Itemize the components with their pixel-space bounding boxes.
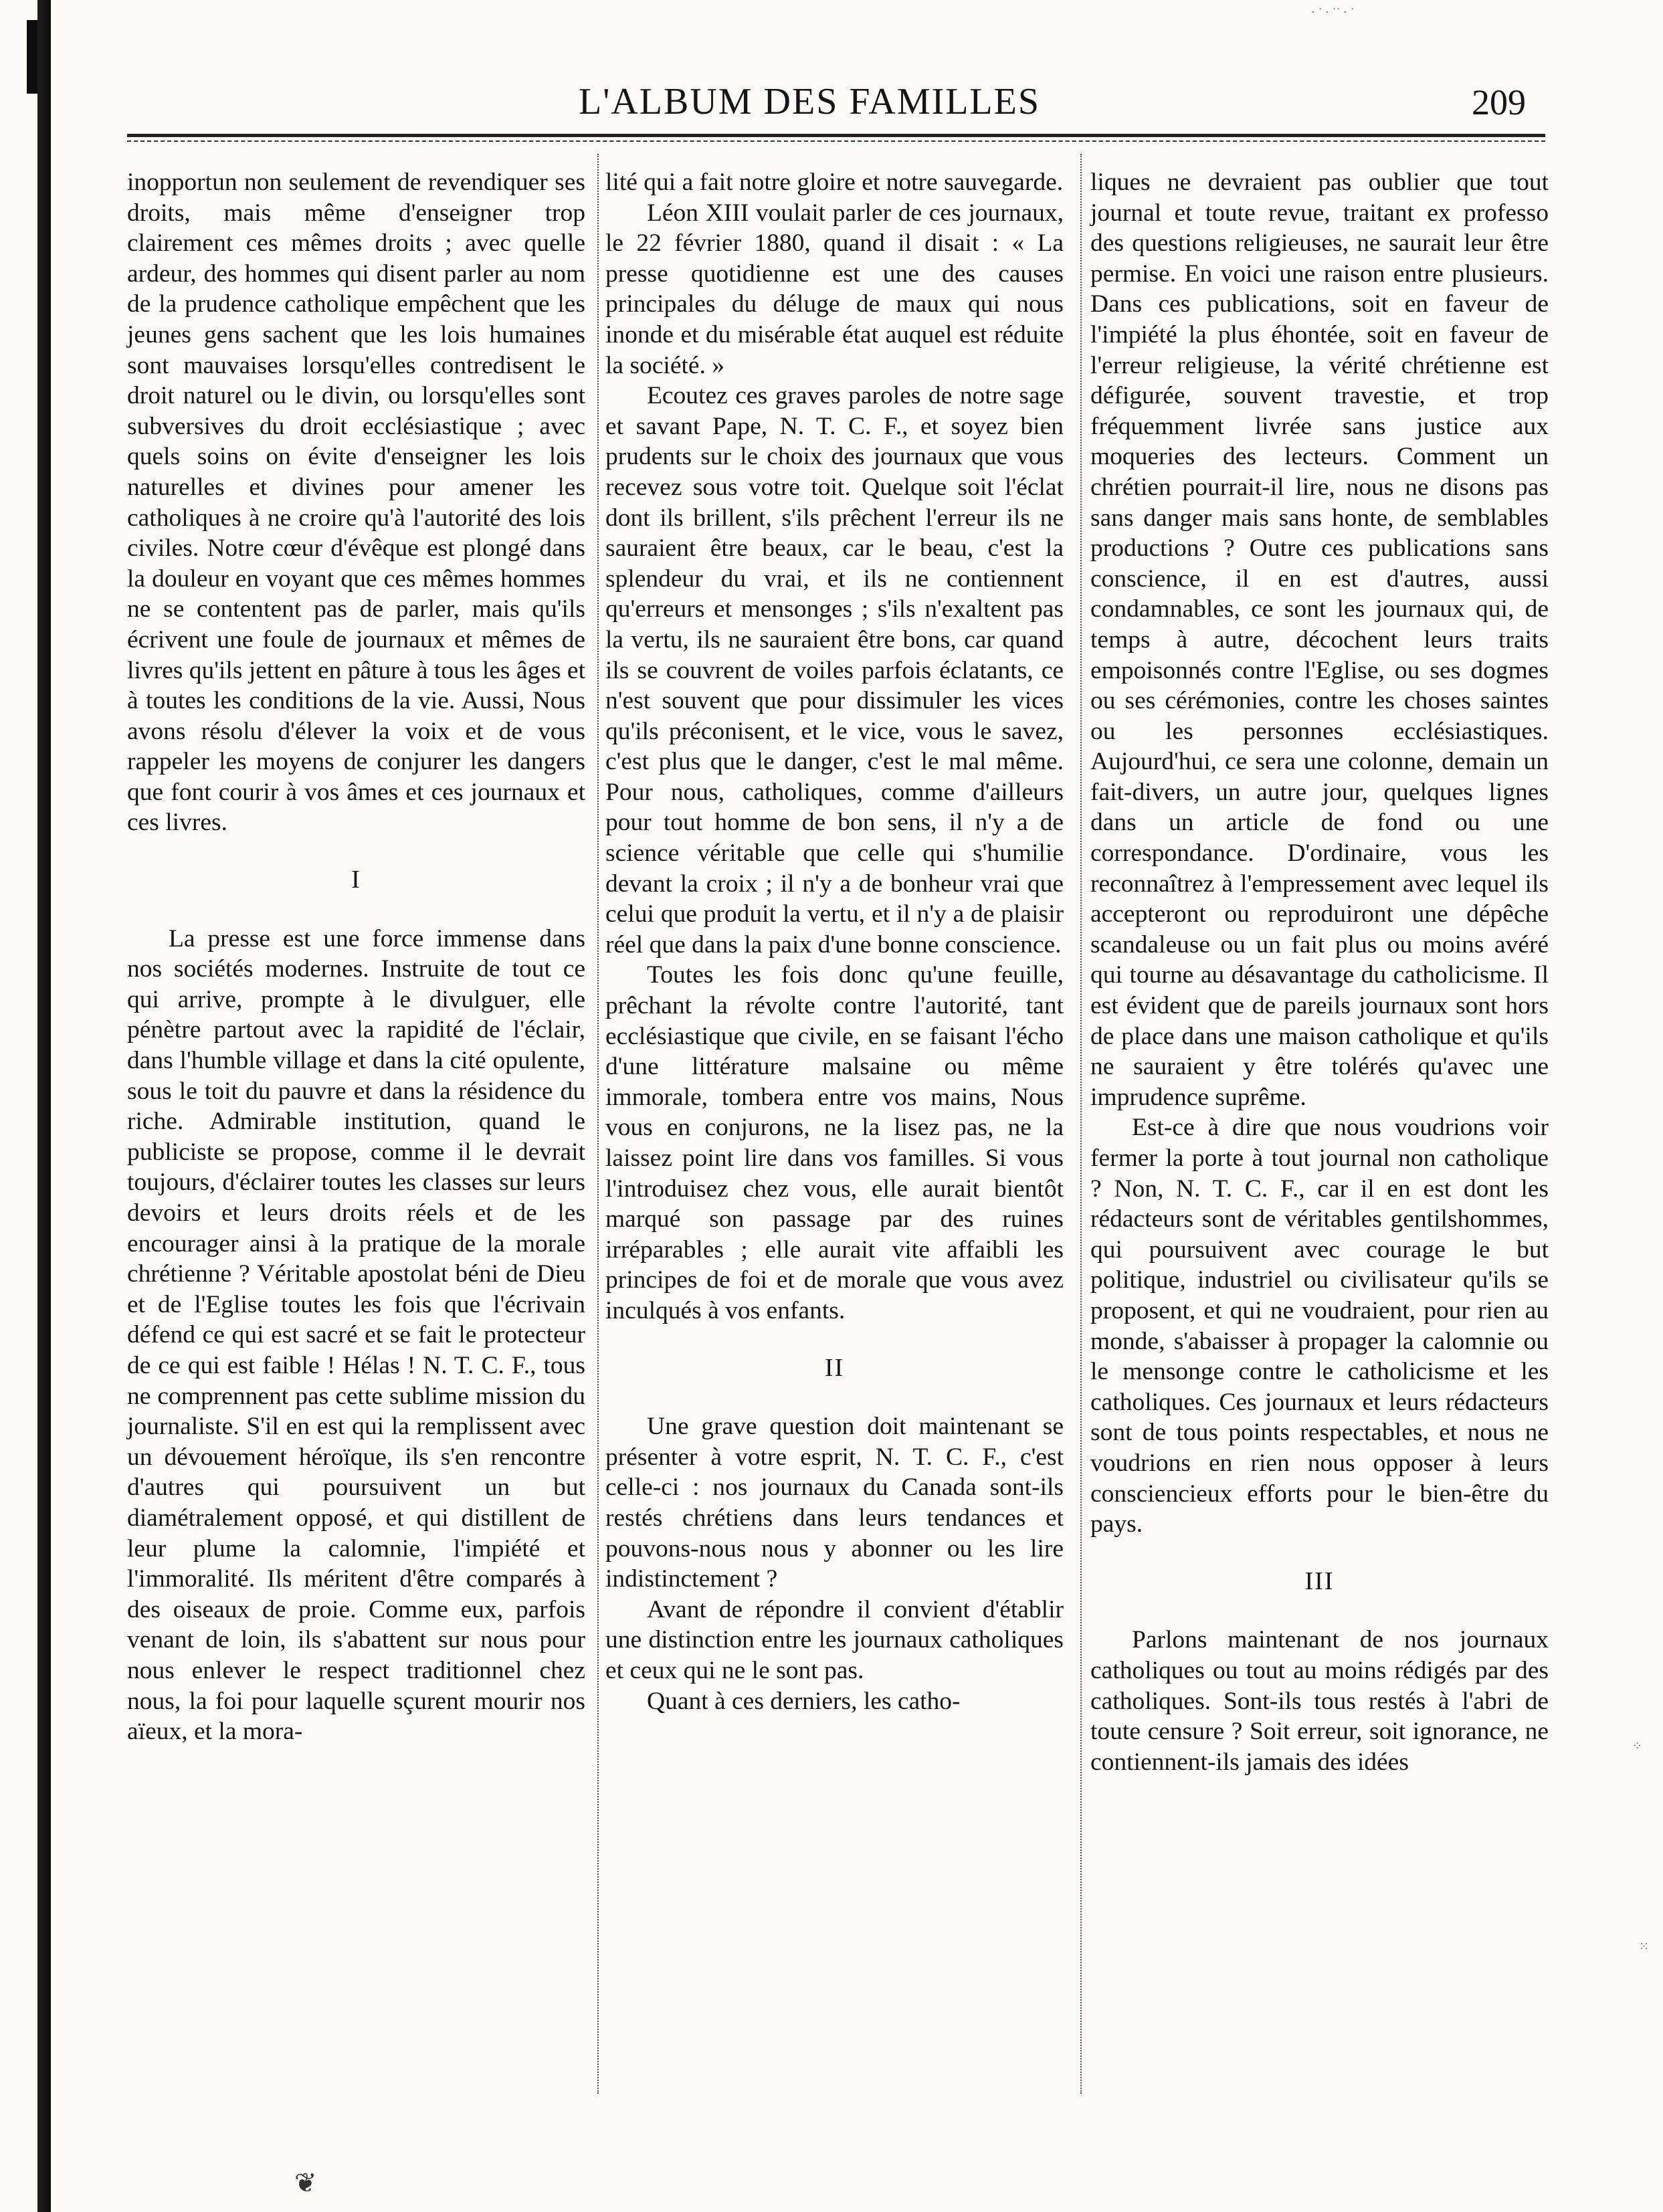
paragraph: Est-ce à dire que nous voudrions voir fermer la porte à tout journal non catholique ? Non, N. T. C. F., car il en est dont les rédacteurs sont de véritables gentilshommes, qui poursuivent avec courage le but politique, industriel ou civilisateur qu'ils se proposent, et qui ne voudraient, pour rien au monde, s'abaisser à propager la calomnie ou le mensonge contre le catholicisme et les catholiques. Ces journaux et leurs rédacteurs sont de tous points respectables, et nous ne voudrions en rien nous opposer à leurs consciencieux efforts pour le bien-être du pays. [1090, 1114, 1549, 1538]
section-heading: I [351, 866, 361, 894]
paragraph: Parlons maintenant de nos journaux catholiques ou tout au moins rédigés par des catholiques. Sont-ils tous restés à l'abri de toute censure ? Soit erreur, soit ignorance, ne contiennent-ils jamais des idées [1090, 1626, 1549, 1776]
paragraph: inopportun non seulement de revendiquer ses droits, mais même d'enseigner trop clairement ces mêmes droits ; avec quelle ardeur, des hommes qui disent parler au nom de la prudence catholique empêchent que les jeunes gens sachent que les lois humaines sont mauvaises lorsqu'elles contredisent le droit naturel ou le divin, ou lorsqu'elles sont subversives du droit ecclésiastique ; avec quels soins on évite d'enseigner les lois naturelles et divines pour amener les catholiques à ne croire qu'à l'autorité des lois civiles. Notre cœur d'évêque est plongé dans la douleur en voyant que ces mêmes hommes ne se contentent pas de parler, mais qu'ils écrivent une foule de journaux et mêmes de livres qu'ils jettent en pâture à tous les âges et à toutes les conditions de la vie. Aussi, Nous avons résolu d'élever la voix et de vous rappeler les moyens de conjurer les dangers que font courir à vos âmes et ces journaux et ces livres. [127, 169, 585, 837]
paragraph: Ecoutez ces graves paroles de notre sage et savant Pape, N. T. C. F., et soyez bien prudents sur le choix des journaux que vous recevez sous votre toit. Quelque soit l'éclat dont ils brillent, s'ils prêchent l'erreur ils ne sauraient être beaux, car le beau, c'est la splendeur du vrai, et ils ne contiennent qu'erreurs et mensonges ; s'ils n'exaltent pas la vertu, ils ne sauraient être bons, car quand ils se couvrent de voiles parfois éclatants, ce n'est souvent que pour dissimuler les vices qu'ils préconisent, et le vice, vous le savez, c'est plus que le danger, c'est le mal même. Pour nous, catholiques, comme d'ailleurs pour tout homme de bon sens, il n'y a de science véritable que celle qui s'humilie devant la croix ; il n'y a de bonheur vrai que celui que produit la vertu, et il n'y a de plaisir réel que dans la paix d'une bonne conscience. [605, 382, 1064, 959]
paragraph: Léon XIII voulait parler de ces journaux, le 22 février 1880, quand il disait : « La presse quotidienne est une des causes principales du déluge de maux qui nous inonde et du misérable état auquel est réduite la société. » [605, 199, 1064, 379]
page-binding-edge [37, 0, 51, 2212]
section-heading: II [824, 1353, 845, 1382]
print-speck-decoration: ⁘ [1632, 1739, 1643, 1752]
print-speck-decoration: · ˙ · ˙˙ · ˙ [1311, 5, 1355, 19]
column-divider [1080, 154, 1082, 2094]
column-middle [605, 167, 1064, 1716]
printer-ornament-icon: ❦ [294, 2168, 317, 2198]
page-header-title: L'ALBUM DES FAMILLES [579, 81, 1040, 122]
paragraph: lité qui a fait notre gloire et notre sauvegarde. [605, 169, 1064, 196]
paragraph: Une grave question doit maintenant se présenter à votre esprit, N. T. C. F., c'est celle-ci : nos journaux du Canada sont-ils restés chrétiens dans leurs tendances et pouvons-nous nous y abonner ou les lire indistinctement ? [605, 1413, 1064, 1593]
paragraph: liques ne devraient pas oublier que tout journal et toute revue, traitant ex professo des questions religieuses, ne saurait leur être permise. En voici une raison entre plusieurs. Dans ces publications, soit en faveur de l'impiété la plus éhontée, soit en faveur de l'erreur religieuse, la vérité chrétienne est défigurée, souvent travestie, et trop fréquemment livrée sans justice aux moqueries des lecteurs. Comment un chrétien pourrait-il lire, nous ne disons pas sans danger mais sans honte, de semblables productions ? Outre ces publications sans conscience, il en est d'autres, aussi condamnables, ce sont les journaux qui, de temps à autre, décochent leurs traits empoisonnés contre l'Eglise, ou ses dogmes ou ses cérémonies, contre les choses saintes ou les personnes ecclésiastiques. Aujourd'hui, ce sera une colonne, demain un fait-divers, un autre jour, quelques lignes dans un article de fond ou une correspondance. D'ordinaire, vous les reconnaîtrez à l'empressement avec lequel ils accepteront ou reproduiront une dépêche scandaleuse ou un fait plus ou moins avéré qui tourne au désavantage du catholicisme. Il est évident que de pareils journaux sont hors de place dans une maison catholique et qu'ils ne sauraient y être tolérés qu'avec une imprudence suprême. [1090, 169, 1549, 1111]
paragraph: Avant de répondre il convient d'établir une distinction entre les journaux catholiques et ceux qui ne le sont pas. [605, 1595, 1064, 1684]
column-divider [597, 154, 599, 2094]
print-speck-decoration: ⁙ [1639, 1940, 1650, 1953]
page-number: 209 [1472, 82, 1526, 122]
column-right [1090, 167, 1549, 1777]
column-left [127, 167, 585, 1747]
paragraph: La presse est une force immense dans nos sociétés modernes. Instruite de tout ce qui arrive, prompte à le divulguer, elle pénètre partout avec la rapidité de l'éclair, dans l'humble village et dans la cité opulente, sous le toit du pauvre et dans la résidence du riche. Admirable institution, quand le publiciste se propose, comme il le devrait toujours, d'éclairer toutes les classes sur leurs devoirs et leurs droits réels et de les encourager ainsi à la pratique de la morale chrétienne ? Véritable apostolat béni de Dieu et de l'Eglise toutes les fois que l'écrivain défend ce qui est sacré et se fait le protecteur de ce qui est faible ! Hélas ! N. T. C. F., tous ne comprennent pas cette sublime mission du journaliste. S'il en est qui la remplissent avec un dévouement héroïque, ils s'en rencontre d'autres qui poursuivent un but diamétralement opposé, et qui distillent de leur plume la calomnie, l'impiété et l'immoralité. Ils méritent d'être comparés à des oiseaux de proie. Comme eux, parfois venant de loin, ils s'abattent sur nous pour nous enlever le respect traditionnel chez nous, la foi pour laquelle sçurent mourir nos aïeux, et la mora- [127, 924, 585, 1746]
section-heading: III [1304, 1567, 1335, 1595]
header-rule-dashed [127, 140, 1545, 142]
header-rule [127, 134, 1545, 137]
paragraph: Quant à ces derniers, les catho- [647, 1687, 961, 1715]
paragraph: Toutes les fois donc qu'une feuille, prêchant la révolte contre l'autorité, tant ecclésiastique que civile, en se faisant l'écho d'une littérature malsaine ou même immorale, tombera entre vos mains, Nous vous en conjurons, ne la lisez pas, ne la laissez point lire dans vos familles. Si vous l'introduisez chez vous, elle aurait bientôt marqué son passage par des ruines irréparables ; elle aurait vite affaibli les principes de foi et de morale que vous avez inculqués à vos enfants. [605, 961, 1064, 1324]
